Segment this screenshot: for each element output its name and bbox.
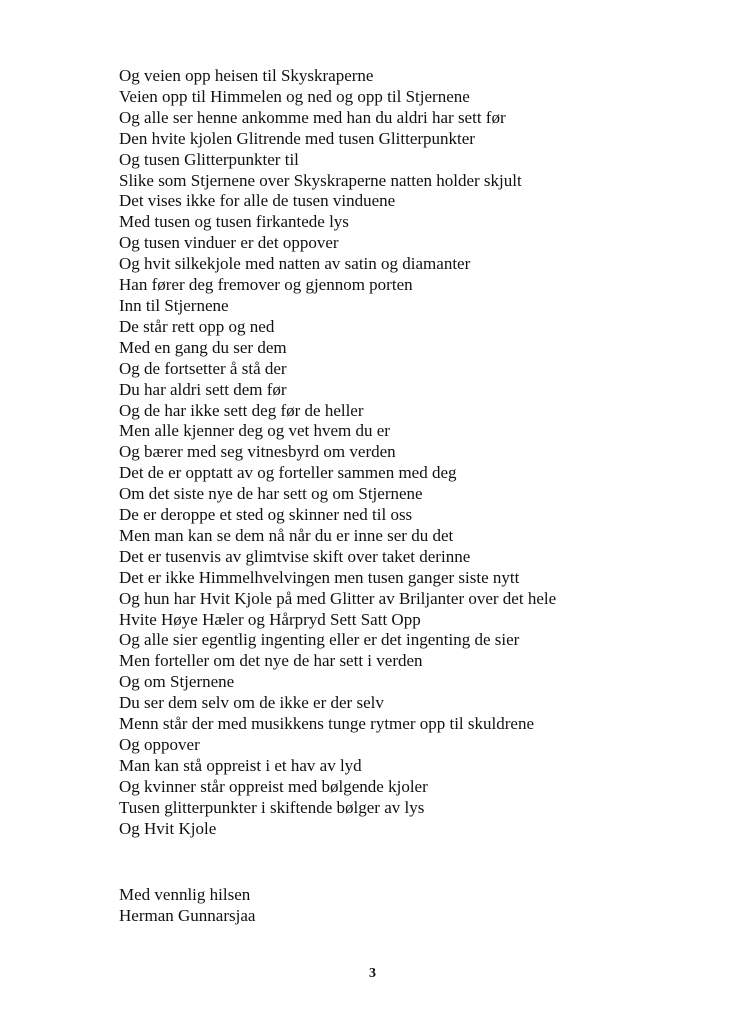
poem-line: Og om Stjernene	[119, 672, 235, 692]
poem-line: Den hvite kjolen Glitrende med tusen Glitterpunkter	[119, 128, 475, 148]
poem-line: Og veien opp heisen til Skyskraperne	[119, 66, 374, 85]
author-name: Herman Gunnarsjaa	[119, 906, 256, 925]
poem-line: Med en gang du ser dem	[119, 337, 287, 357]
poem-line: Han fører deg fremover og gjennom porten	[119, 275, 413, 295]
poem-line: Og tusen vinduer er det oppover	[119, 233, 339, 253]
poem-line: Det er ikke Himmelhvelvingen men tusen ganger siste nytt	[119, 567, 520, 587]
poem-line: Slike som Stjernene over Skyskraperne natten holder skjult	[119, 170, 522, 190]
poem-line: Du ser dem selv om de ikke er der selv	[119, 693, 384, 713]
poem-line: Og de har ikke sett deg før de heller	[119, 400, 364, 420]
poem-line: Og Hvit Kjole	[119, 818, 217, 838]
poem-line: De er deroppe et sted og skinner ned til oss	[119, 505, 413, 525]
poem-line: Og hvit silkekjole med natten av satin og diamanter	[119, 254, 471, 274]
poem-line: Og oppover	[119, 735, 200, 754]
poem-text	[119, 66, 556, 840]
poem-line: Det er tusenvis av glimtvise skift over taket derinne	[119, 546, 471, 566]
poem-line: Veien opp til Himmelen og ned og opp til Stjernene	[119, 86, 470, 106]
poem-line: Og alle sier egentlig ingenting eller er det ingenting de sier	[119, 630, 520, 650]
poem-line: Og bærer med seg vitnesbyrd om verden	[119, 442, 396, 462]
poem-line: Men alle kjenner deg og vet hvem du er	[119, 421, 390, 441]
poem-line: Og de fortsetter å stå der	[119, 358, 287, 378]
poem-line: Hvite Høye Hæler og Hårpryd Sett Satt Opp	[119, 609, 421, 629]
signature-block	[119, 884, 255, 926]
poem-line: Men forteller om det nye de har sett i verden	[119, 651, 423, 671]
poem-line: Og kvinner står oppreist med bølgende kjoler	[119, 776, 428, 796]
closing-greeting: Med vennlig hilsen	[119, 885, 251, 904]
poem-line: Inn til Stjernene	[119, 295, 229, 315]
poem-line: De står rett opp og ned	[119, 316, 275, 336]
poem-line: Og hun har Hvit Kjole på med Glitter av Briljanter over det hele	[119, 588, 557, 608]
poem-line: Med tusen og tusen firkantede lys	[119, 212, 349, 232]
poem-line: Og tusen Glitterpunkter til	[119, 149, 299, 169]
poem-line: Du har aldri sett dem før	[119, 379, 287, 399]
poem-line: Tusen glitterpunkter i skiftende bølger av lys	[119, 797, 425, 817]
poem-line: Og alle ser henne ankomme med han du aldri har sett før	[119, 107, 506, 127]
poem-line: Man kan stå oppreist i et hav av lyd	[119, 755, 362, 775]
poem-line: Om det siste nye de har sett og om Stjernene	[119, 484, 423, 504]
poem-line: Det de er opptatt av og forteller sammen med deg	[119, 463, 457, 483]
poem-line: Det vises ikke for alle de tusen vinduene	[119, 191, 396, 211]
poem-line: Men man kan se dem nå når du er inne ser du det	[119, 525, 454, 545]
poem-line: Menn står der med musikkens tunge rytmer opp til skuldrene	[119, 714, 534, 734]
page-number: 3	[369, 966, 376, 981]
